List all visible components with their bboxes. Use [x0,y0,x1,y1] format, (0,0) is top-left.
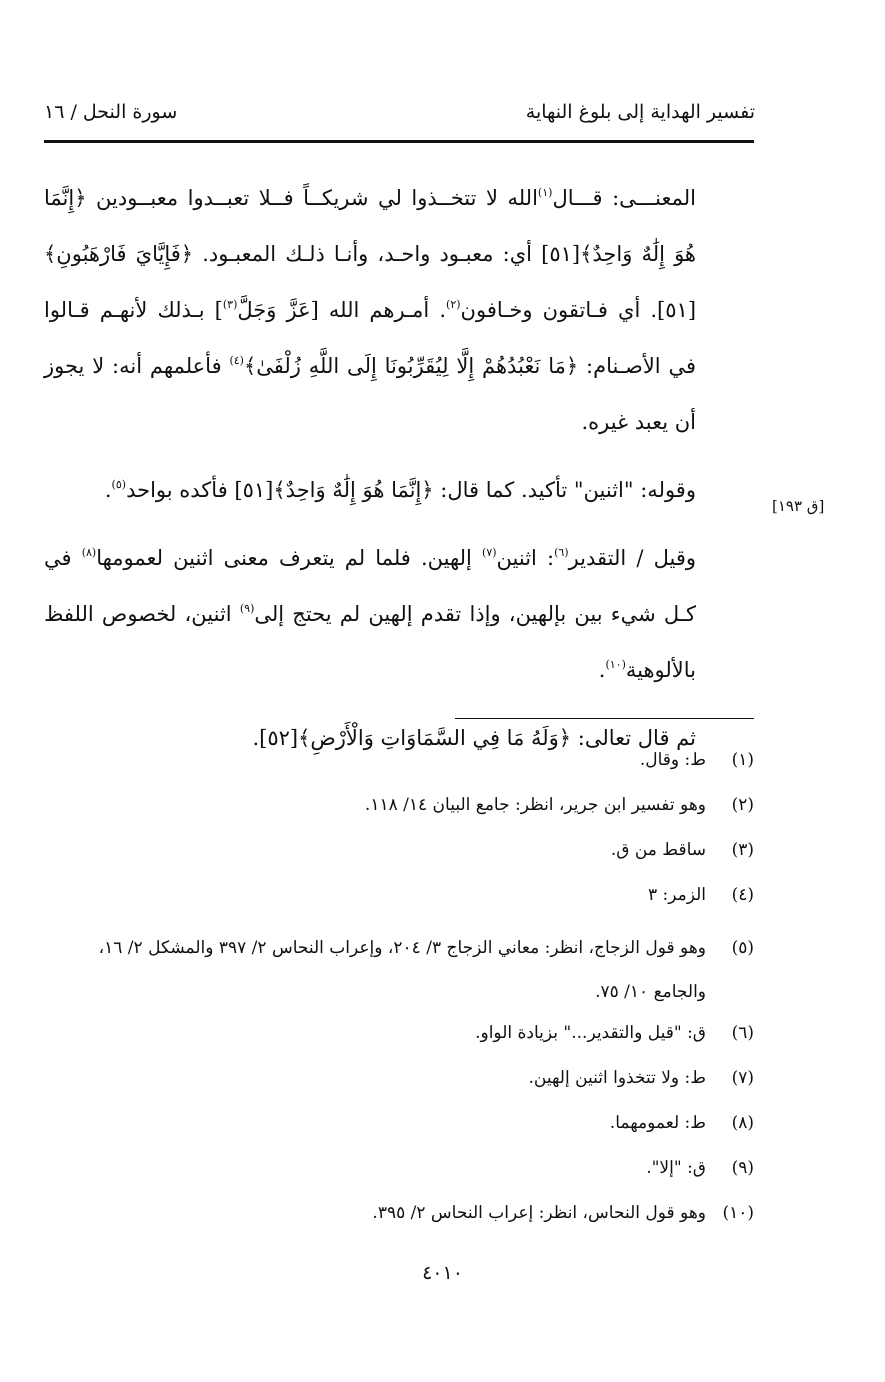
footnote-ref: (٩) [239,602,255,615]
footnote-text: وهو تفسير ابن جرير، انظر: جامع البيان ١٤/ ١١٨. [364,795,706,815]
footnote-text: ساقط من ق. [610,840,706,860]
footnote-item [44,1019,754,1047]
footnote-text: الزمر: ٣ [647,885,706,905]
text-run: . [104,478,112,502]
text-run: ] بـذلك لأنهـم قـالوا في الأصـنام: ﴿مَا نَعْبُدُهُمْ إِلَّا لِيُقَرِّبُونَا إِلَى اللَّهِ زُلْفَىٰ﴾ [44,298,697,378]
footnote-ref: (١٠) [605,658,626,671]
paragraph-verse-52: ثم قال تعالى: ﴿وَلَهُ مَا فِي السَّمَاوَاتِ وَالْأَرْضِ﴾[٥٢]. [252,726,696,750]
footnote-text: ط: ولا تتخذوا اثنين إلهين. [528,1068,706,1088]
text-run: وقيل / التقدير [568,546,696,570]
footnote-item [44,836,754,864]
footnote-item [44,1199,754,1227]
footnote-number: (٤) [731,885,754,905]
footnote-number: (٥) [731,938,754,958]
footnote-number: (٢) [731,795,754,815]
manuscript-margin-note: [ق ١٩٣] [772,497,825,515]
text-run: : اثنين [496,546,555,570]
text-run: . أمـرهم الله [عَزَّ وَجَلَّ [237,298,447,322]
footnote-ref: (١) [537,186,553,199]
text-run: المعنـــى: قـــال [552,186,696,210]
footnote-ref: (٥) [111,478,127,491]
footnote-number: (٧) [731,1068,754,1088]
paragraph-estimate [44,530,754,698]
footnote-item [44,791,754,819]
text-run: اثنين، لخصوص اللفظ بالألوهية [44,602,696,682]
footnotes [44,746,754,1244]
footnote-number: (١٠) [722,1203,754,1223]
footnote-number: (٦) [731,1023,754,1043]
footnote-item [44,881,754,909]
footnote-item [44,1154,754,1182]
footnote-ref: (٤) [229,354,244,367]
footnote-number: (٣) [731,840,754,860]
footnote-number: (٨) [731,1113,754,1133]
footnote-item [44,1064,754,1092]
text-run: في كـل شيء بين بإلهين، وإذا تقدم إلهين لم يحتج إلى [44,546,696,626]
header-rule [44,140,754,143]
footnote-number: (١) [731,750,754,770]
footnote-ref: (٣) [222,298,238,311]
footnote-text: ط: وقال. [639,750,706,770]
footnote-separator [455,718,754,719]
footnote-text: وهو قول النحاس، انظر: إعراب النحاس ٢/ ٣٩٥. [372,1203,706,1223]
running-header-title: تفسير الهداية إلى بلوغ النهاية [525,101,755,123]
footnote-ref: (٧) [482,546,497,559]
footnote-ref: (٦) [554,546,569,559]
paragraph-meaning [44,170,754,450]
footnote-item [44,1109,754,1137]
page-number: ٤٠١٠ [422,1262,463,1284]
footnote-ref: (٢) [446,298,461,311]
footnote-text: ط: لعمومهما. [609,1113,706,1133]
footnote-number: (٩) [731,1158,754,1178]
footnote-text: ق: "قيل والتقدير..." بزيادة الواو. [475,1023,706,1043]
text-run: . [598,658,606,682]
paragraph-emphasis [44,462,754,518]
text-run: فأعلمهم أنه: لا يجوز أن يعبد غيره. [44,354,696,434]
main-text [44,170,754,766]
text-run: الله لا تتخــذوا لي شريكــاً فــلا تعبــدوا معبــودين ﴿إِنَّمَا هُوَ إِلَٰهٌ وَاحِدٌ﴾[٥١] أي: معبـود واحـد، وأنـا ذلـك المعبـود. ﴿فَإِيَّايَ فَارْهَبُونِ﴾[٥١]. أي فـاتقون وخـافون [44,186,697,322]
running-header-surah: سورة النحل / ١٦ [44,101,178,123]
text-run: إلهين. فلما لم يتعرف معنى اثنين لعمومها [96,546,483,570]
footnote-ref: (٨) [81,546,97,559]
footnote-text: ق: "إلا". [646,1158,706,1178]
text-run: وقوله: "اثنين" تأكيد. كما قال: ﴿إِنَّمَا هُوَ إِلَٰهٌ وَاحِدٌ﴾[٥١] فأكده بواحد [126,478,696,502]
footnote-item [44,926,754,1014]
footnote-item [44,746,754,774]
footnote-text: وهو قول الزجاج، انظر: معاني الزجاج ٣/ ٢٠٤، وإعراب النحاس ٢/ ٣٩٧ والمشكل ٢/ ١٦، والجامع ١٠/ ٧٥. [98,938,706,1002]
